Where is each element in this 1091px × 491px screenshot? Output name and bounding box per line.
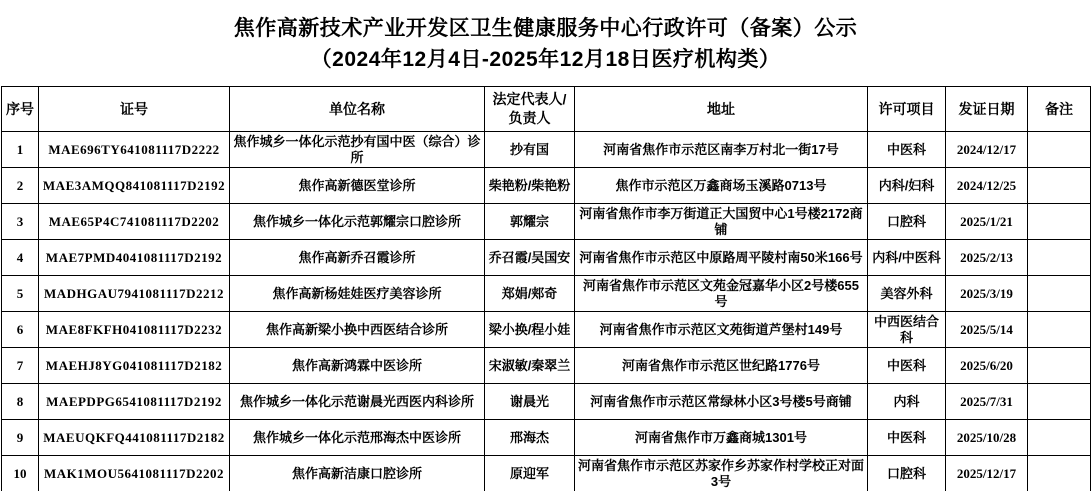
cell-date: 2025/3/19 <box>946 276 1028 312</box>
cell-rep: 郭耀宗 <box>485 204 575 240</box>
table-row <box>2 132 1091 168</box>
cell-cert: MAE7PMD4041081117D2192 <box>39 240 230 276</box>
cell-date: 2025/10/28 <box>946 420 1028 456</box>
table-row <box>2 240 1091 276</box>
cell-address: 河南省焦作市示范区文苑金冠嘉华小区2号楼655号 <box>575 276 868 312</box>
cell-seq: 2 <box>2 168 39 204</box>
cell-remark <box>1028 384 1091 420</box>
cell-cert: MAE65P4C741081117D2202 <box>39 204 230 240</box>
table-row <box>2 312 1091 348</box>
cell-remark <box>1028 132 1091 168</box>
cell-seq: 7 <box>2 348 39 384</box>
cell-address: 河南省焦作市示范区世纪路1776号 <box>575 348 868 384</box>
cell-permit: 内科/妇科 <box>868 168 946 204</box>
table-row <box>2 348 1091 384</box>
cell-rep: 宋淑敏/秦翠兰 <box>485 348 575 384</box>
cell-permit: 中西医结合科 <box>868 312 946 348</box>
cell-remark <box>1028 204 1091 240</box>
cell-permit: 美容外科 <box>868 276 946 312</box>
header-row <box>2 87 1091 132</box>
cell-remark <box>1028 276 1091 312</box>
cell-name: 焦作高新德医堂诊所 <box>230 168 485 204</box>
cell-permit: 口腔科 <box>868 456 946 491</box>
cell-date: 2025/2/13 <box>946 240 1028 276</box>
cell-date: 2024/12/17 <box>946 132 1028 168</box>
cell-address: 河南省焦作市示范区常绿林小区3号楼5号商铺 <box>575 384 868 420</box>
cell-remark <box>1028 456 1091 491</box>
header-cell-rep: 法定代表人/负责人 <box>485 87 575 132</box>
cell-name: 焦作城乡一体化示范谢晨光西医内科诊所 <box>230 384 485 420</box>
cell-seq: 3 <box>2 204 39 240</box>
cell-address: 河南省焦作市示范区中原路周平陵村南50米166号 <box>575 240 868 276</box>
cell-permit: 内科 <box>868 384 946 420</box>
cell-cert: MAE8FKFH041081117D2232 <box>39 312 230 348</box>
cell-date: 2025/5/14 <box>946 312 1028 348</box>
table-row <box>2 276 1091 312</box>
cell-seq: 8 <box>2 384 39 420</box>
cell-name: 焦作高新洁康口腔诊所 <box>230 456 485 491</box>
cell-date: 2025/1/21 <box>946 204 1028 240</box>
cell-name: 焦作城乡一体化示范邢海杰中医诊所 <box>230 420 485 456</box>
cell-name: 焦作高新鸿霖中医诊所 <box>230 348 485 384</box>
cell-cert: MAE3AMQQ841081117D2192 <box>39 168 230 204</box>
cell-name: 焦作高新梁小换中西医结合诊所 <box>230 312 485 348</box>
cell-address: 河南省焦作市示范区南李万村北一街17号 <box>575 132 868 168</box>
cell-name: 焦作城乡一体化示范郭耀宗口腔诊所 <box>230 204 485 240</box>
cell-rep: 乔召霞/吴国安 <box>485 240 575 276</box>
cell-seq: 9 <box>2 420 39 456</box>
cell-remark <box>1028 240 1091 276</box>
cell-remark <box>1028 312 1091 348</box>
cell-rep: 郑娟/郏奇 <box>485 276 575 312</box>
cell-address: 河南省焦作市示范区文苑街道芦堡村149号 <box>575 312 868 348</box>
cell-cert: MAEHJ8YG041081117D2182 <box>39 348 230 384</box>
cell-name: 焦作城乡一体化示范抄有国中医（综合）诊所 <box>230 132 485 168</box>
cell-name: 焦作高新杨娃娃医疗美容诊所 <box>230 276 485 312</box>
cell-date: 2025/7/31 <box>946 384 1028 420</box>
cell-permit: 中医科 <box>868 420 946 456</box>
header-cell-address: 地址 <box>575 87 868 132</box>
page-title-line2: （2024年12月4日-2025年12月18日医疗机构类） <box>310 48 781 71</box>
permits-table <box>1 86 1091 491</box>
cell-rep: 梁小换/程小娃 <box>485 312 575 348</box>
cell-rep: 邢海杰 <box>485 420 575 456</box>
cell-permit: 中医科 <box>868 348 946 384</box>
cell-rep: 柴艳粉/柴艳粉 <box>485 168 575 204</box>
cell-rep: 抄有国 <box>485 132 575 168</box>
cell-permit: 内科/中医科 <box>868 240 946 276</box>
cell-rep: 原迎军 <box>485 456 575 491</box>
cell-seq: 4 <box>2 240 39 276</box>
cell-seq: 6 <box>2 312 39 348</box>
cell-address: 河南省焦作市李万街道正大国贸中心1号楼2172商铺 <box>575 204 868 240</box>
cell-rep: 谢晨光 <box>485 384 575 420</box>
table-row <box>2 168 1091 204</box>
cell-remark <box>1028 348 1091 384</box>
header-cell-date: 发证日期 <box>946 87 1028 132</box>
cell-address: 河南省焦作市示范区苏家作乡苏家作村学校正对面3号 <box>575 456 868 491</box>
page-title-line1: 焦作高新技术产业开发区卫生健康服务中心行政许可（备案）公示 <box>233 17 858 40</box>
cell-date: 2025/6/20 <box>946 348 1028 384</box>
cell-cert: MAEUQKFQ441081117D2182 <box>39 420 230 456</box>
header-cell-permit: 许可项目 <box>868 87 946 132</box>
cell-cert: MAEPDPG6541081117D2192 <box>39 384 230 420</box>
cell-seq: 1 <box>2 132 39 168</box>
table-row <box>2 420 1091 456</box>
cell-date: 2024/12/25 <box>946 168 1028 204</box>
page-title <box>0 0 1091 75</box>
cell-cert: MADHGAU7941081117D2212 <box>39 276 230 312</box>
header-cell-cert: 证号 <box>39 87 230 132</box>
cell-date: 2025/12/17 <box>946 456 1028 491</box>
cell-remark <box>1028 168 1091 204</box>
cell-address: 河南省焦作市万鑫商城1301号 <box>575 420 868 456</box>
cell-seq: 5 <box>2 276 39 312</box>
cell-cert: MAK1MOU5641081117D2202 <box>39 456 230 491</box>
table-row <box>2 204 1091 240</box>
header-cell-seq: 序号 <box>2 87 39 132</box>
header-cell-name: 单位名称 <box>230 87 485 132</box>
cell-seq: 10 <box>2 456 39 491</box>
header-cell-remark: 备注 <box>1028 87 1091 132</box>
cell-name: 焦作高新乔召霞诊所 <box>230 240 485 276</box>
cell-cert: MAE696TY641081117D2222 <box>39 132 230 168</box>
cell-permit: 口腔科 <box>868 204 946 240</box>
cell-permit: 中医科 <box>868 132 946 168</box>
table-row <box>2 384 1091 420</box>
cell-remark <box>1028 420 1091 456</box>
cell-address: 焦作市示范区万鑫商场玉溪路0713号 <box>575 168 868 204</box>
table-row <box>2 456 1091 491</box>
